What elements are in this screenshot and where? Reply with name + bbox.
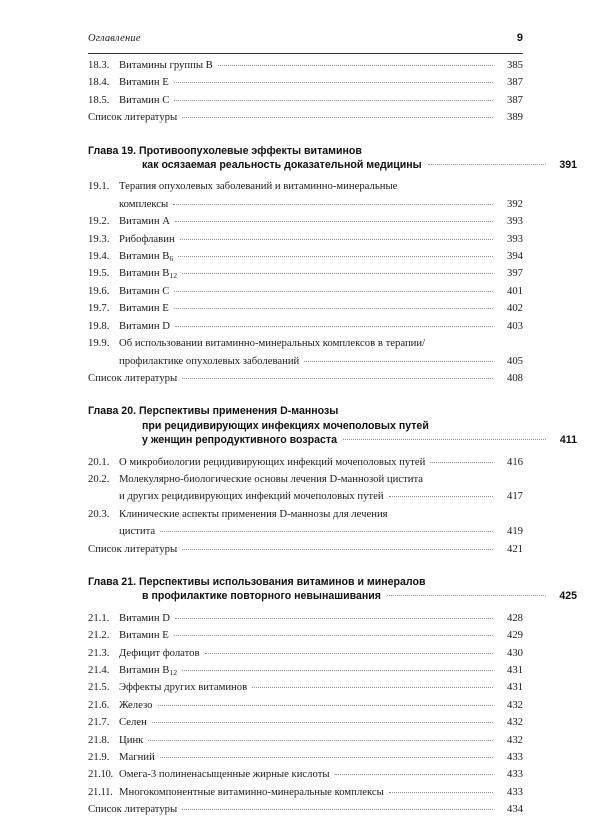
subscript: 6 — [169, 254, 174, 263]
toc-entry-page: 401 — [506, 284, 523, 297]
toc-entry-label: Список литературы — [88, 371, 178, 384]
toc-entry-number: 19.6. — [88, 284, 110, 297]
toc-entry[interactable] — [88, 697, 523, 714]
toc-entry-label: Список литературы — [88, 542, 178, 555]
toc-entry-label: Список литературы — [88, 803, 178, 816]
toc-entry-page: 417 — [506, 490, 523, 503]
toc-entry-page: 421 — [506, 542, 523, 555]
leader-dots — [160, 530, 493, 532]
toc-entry-label: Витамин $B_{12}$ — [119, 664, 178, 677]
chapter-heading-line — [88, 419, 577, 433]
toc-entry[interactable] — [88, 627, 523, 644]
toc-entry-number: 21.8. — [88, 733, 110, 746]
toc-entry-label: Магний — [119, 751, 155, 764]
toc-entry-page: 393 — [506, 215, 523, 228]
toc-entry-label: Витамин D — [119, 319, 170, 332]
toc-entry-page: 433 — [506, 751, 523, 764]
leader-dots — [174, 99, 493, 101]
toc-entry-number: 20.1. — [88, 455, 110, 468]
leader-dots — [430, 461, 493, 463]
toc-entry-number: 21.6. — [88, 698, 110, 711]
leader-dots — [175, 325, 493, 327]
toc-entry-continuation[interactable] — [88, 353, 523, 370]
leader-dots — [175, 617, 493, 619]
toc-entry-label: Витамин С — [119, 284, 170, 297]
subscript: 12 — [169, 667, 178, 677]
toc-entry-number: 20.2. — [88, 472, 110, 485]
toc-entry-page: 431 — [506, 664, 523, 676]
toc-entry-page: 393 — [506, 232, 523, 245]
toc-entry-page: 402 — [506, 302, 523, 315]
chapter-heading-text: Глава 19. Противоопухолевые эффекты витаминов — [88, 144, 362, 157]
toc-entry-label: профилактике опухолевых заболеваний — [119, 354, 300, 367]
toc-entry-number: 21.7. — [88, 716, 110, 729]
leader-dots — [175, 220, 493, 222]
toc-entry[interactable] — [88, 610, 523, 627]
chapter-heading[interactable] — [88, 575, 577, 604]
toc-entry-page: 432 — [506, 716, 523, 729]
toc-entry[interactable] — [88, 300, 523, 317]
leader-dots — [174, 81, 493, 83]
chapter-heading-text: как осязаемая реальность доказательной медицины — [142, 159, 422, 172]
toc-entry[interactable] — [88, 645, 523, 662]
toc-entry[interactable] — [88, 74, 523, 91]
toc-entry[interactable] — [88, 784, 523, 801]
toc-entry-label: Витамины группы B — [119, 59, 213, 71]
leader-dots — [174, 290, 493, 292]
leader-dots — [182, 116, 493, 118]
running-head — [88, 32, 523, 54]
toc-entry-page: 429 — [506, 629, 523, 642]
toc-entry-label: Терапия опухолевых заболеваний и витаминно-минеральные — [119, 180, 398, 193]
toc-entry[interactable] — [88, 679, 523, 696]
toc-entry-page: 385 — [506, 59, 523, 71]
toc-entry-label: Витамин $B_6$ — [119, 250, 174, 263]
toc-references-entry[interactable] — [88, 109, 523, 126]
chapter-heading-text: при рецидивирующих инфекциях мочеполовых путей — [142, 419, 429, 432]
toc-entry-page: 432 — [506, 698, 523, 711]
toc-entry-page: 411 — [559, 434, 577, 447]
leader-dots — [152, 721, 493, 723]
leader-dots — [182, 669, 493, 671]
leader-dots — [335, 773, 493, 775]
toc-entry-label: Молекулярно-биологические основы лечения D-маннозой цистита — [119, 472, 424, 485]
leader-dots — [218, 64, 493, 66]
toc-entry-number: 19.7. — [88, 302, 110, 315]
chapter-heading-line — [88, 144, 523, 158]
toc-entry-page: 403 — [506, 319, 523, 332]
toc-entry-number: 21.9. — [88, 751, 110, 764]
toc-entry-label: Список литературы — [88, 111, 178, 124]
leader-dots — [148, 739, 493, 741]
page-number: 9 — [516, 32, 523, 44]
toc-entry[interactable] — [88, 178, 523, 195]
toc-entry[interactable] — [88, 265, 523, 282]
toc-entry-number: 21.4. — [88, 664, 110, 676]
toc-entry-number: 19.9. — [88, 337, 110, 350]
toc-entry[interactable] — [88, 749, 523, 766]
toc-entry-page: 387 — [506, 76, 523, 89]
toc-entry-label: О микробиологии рецидивирующих инфекций мочеполовых путей — [119, 455, 426, 468]
leader-dots — [182, 377, 493, 379]
toc-entry-number: 19.5. — [88, 267, 110, 280]
leader-dots — [174, 634, 493, 636]
toc-entry-number: 19.8. — [88, 319, 110, 332]
toc-entry-label: Селен — [119, 716, 147, 729]
toc-entry-label: Многокомпонентные витаминно-минеральные комплексы — [119, 785, 384, 798]
toc-entry-number: 21.5. — [88, 681, 110, 694]
chapter-heading-text: у женщин репродуктивного возраста — [142, 434, 337, 447]
toc-entry[interactable] — [88, 213, 523, 230]
leader-dots — [174, 307, 493, 309]
toc-entry-label: и других рецидивирующих инфекций мочеполовых путей — [119, 490, 384, 503]
table-of-contents — [88, 57, 577, 819]
toc-entry[interactable] — [88, 231, 523, 248]
toc-entry-number: 21.10. — [88, 768, 113, 781]
toc-references-entry[interactable] — [88, 370, 523, 387]
chapter-heading-text: Глава 21. Перспективы использования витаминов и минералов — [88, 575, 426, 588]
toc-entry-label: Клинические аспекты применения D-маннозы для лечения — [119, 507, 388, 520]
leader-dots — [182, 272, 493, 274]
toc-entry-number: 21.1. — [88, 611, 110, 624]
leader-dots — [387, 594, 546, 596]
leader-dots — [178, 255, 493, 257]
toc-entry-label: Витамин Е — [119, 76, 169, 89]
toc-entry[interactable] — [88, 662, 523, 679]
toc-entry-page: 387 — [506, 93, 523, 106]
leader-dots — [205, 652, 493, 654]
toc-entry[interactable] — [88, 283, 523, 300]
toc-entry-continuation[interactable] — [88, 196, 523, 213]
toc-entry-number: 19.3. — [88, 232, 110, 245]
toc-entry-page: 430 — [506, 646, 523, 659]
toc-entry-page: 394 — [506, 250, 523, 263]
leader-dots — [182, 808, 493, 810]
leader-dots — [428, 163, 546, 165]
toc-entry-label: Витамин A — [119, 215, 170, 228]
chapter-heading-text: в профилактике повторного невынашивания — [142, 590, 381, 603]
toc-entry-page: 433 — [506, 785, 523, 798]
toc-entry-label: Витамин D — [119, 611, 170, 624]
toc-entry-number: 21.3. — [88, 646, 110, 659]
toc-entry-number: 19.4. — [88, 250, 110, 263]
toc-entry-page: 433 — [506, 768, 523, 781]
toc-entry-page: 416 — [506, 455, 523, 468]
chapter-heading-line — [88, 433, 577, 447]
leader-dots — [180, 238, 493, 240]
toc-entry-number: 18.3. — [88, 59, 110, 71]
toc-entry-number: 21.2. — [88, 629, 110, 642]
toc-entry-page: 391 — [559, 159, 577, 172]
toc-entry-label: Эффекты других витаминов — [119, 681, 248, 694]
toc-entry-page: 425 — [559, 590, 577, 603]
toc-entry[interactable] — [88, 92, 523, 109]
toc-entry[interactable] — [88, 335, 523, 352]
toc-entry-label: Дефицит фолатов — [119, 646, 200, 659]
toc-entry-label: Витамин Е — [119, 629, 169, 642]
toc-entry-label: Витамин $B_{12}$ — [119, 267, 178, 281]
toc-entry-label: Цинк — [119, 733, 144, 746]
toc-entry-label: цистита — [119, 525, 156, 538]
toc-entry-page: 397 — [506, 267, 523, 280]
toc-entry-page: 408 — [506, 371, 523, 384]
toc-entry-page: 432 — [506, 733, 523, 746]
leader-dots — [182, 548, 493, 550]
toc-entry-number: 19.2. — [88, 215, 110, 228]
toc-entry-label: Железо — [119, 698, 153, 711]
toc-entry-label: комплексы — [119, 197, 169, 210]
toc-entry[interactable] — [88, 506, 523, 523]
toc-entry[interactable] — [88, 248, 523, 265]
toc-entry-page: 434 — [506, 803, 523, 816]
subscript: 12 — [169, 271, 178, 281]
toc-entry-number: 21.11. — [88, 785, 113, 798]
leader-dots — [389, 791, 493, 793]
toc-entry-continuation[interactable] — [88, 523, 523, 540]
chapter-heading-line — [88, 404, 523, 418]
toc-entry[interactable] — [88, 57, 523, 74]
toc-entry-label: Об использовании витаминно-минеральных комплексов в терапии/ — [119, 337, 426, 350]
toc-entry-number: 20.3. — [88, 507, 110, 520]
toc-entry[interactable] — [88, 471, 523, 488]
toc-references-entry[interactable] — [88, 801, 523, 818]
toc-references-entry[interactable] — [88, 541, 523, 558]
toc-entry-label: Витамин С — [119, 93, 170, 106]
chapter-heading-text: Глава 20. Перспективы применения D-маннозы — [88, 405, 339, 418]
toc-entry-label: Омега-3 полиненасыщенные жирные кислоты — [119, 768, 330, 781]
toc-entry-number: 18.4. — [88, 76, 110, 89]
leader-dots — [173, 203, 493, 205]
chapter-heading-line — [88, 158, 577, 172]
toc-entry-label: Рибофлавин — [119, 232, 175, 245]
toc-entry[interactable] — [88, 454, 523, 471]
toc-entry-page: 419 — [506, 525, 523, 538]
chapter-heading[interactable] — [88, 144, 577, 173]
toc-entry[interactable] — [88, 318, 523, 335]
toc-entry[interactable] — [88, 732, 523, 749]
toc-entry-number: 18.5. — [88, 93, 110, 106]
toc-entry-page: 428 — [506, 611, 523, 624]
toc-entry-number: 19.1. — [88, 180, 110, 193]
chapter-heading-line — [88, 575, 523, 589]
toc-entry-page: 392 — [506, 197, 523, 210]
leader-dots — [252, 686, 493, 688]
toc-entry-page: 389 — [506, 111, 523, 124]
toc-entry[interactable] — [88, 766, 523, 783]
toc-entry-continuation[interactable] — [88, 488, 523, 505]
toc-entry-label: Витамин Е — [119, 302, 169, 315]
running-head-title: Оглавление — [88, 33, 141, 44]
toc-entry-page: 431 — [506, 681, 523, 694]
toc-entry-page: 405 — [506, 354, 523, 367]
leader-dots — [304, 360, 493, 362]
leader-dots — [158, 704, 494, 706]
leader-dots — [343, 438, 546, 440]
chapter-heading-line — [88, 589, 577, 603]
toc-entry[interactable] — [88, 714, 523, 731]
leader-dots — [389, 495, 493, 497]
leader-dots — [160, 756, 493, 758]
chapter-heading[interactable] — [88, 404, 577, 447]
